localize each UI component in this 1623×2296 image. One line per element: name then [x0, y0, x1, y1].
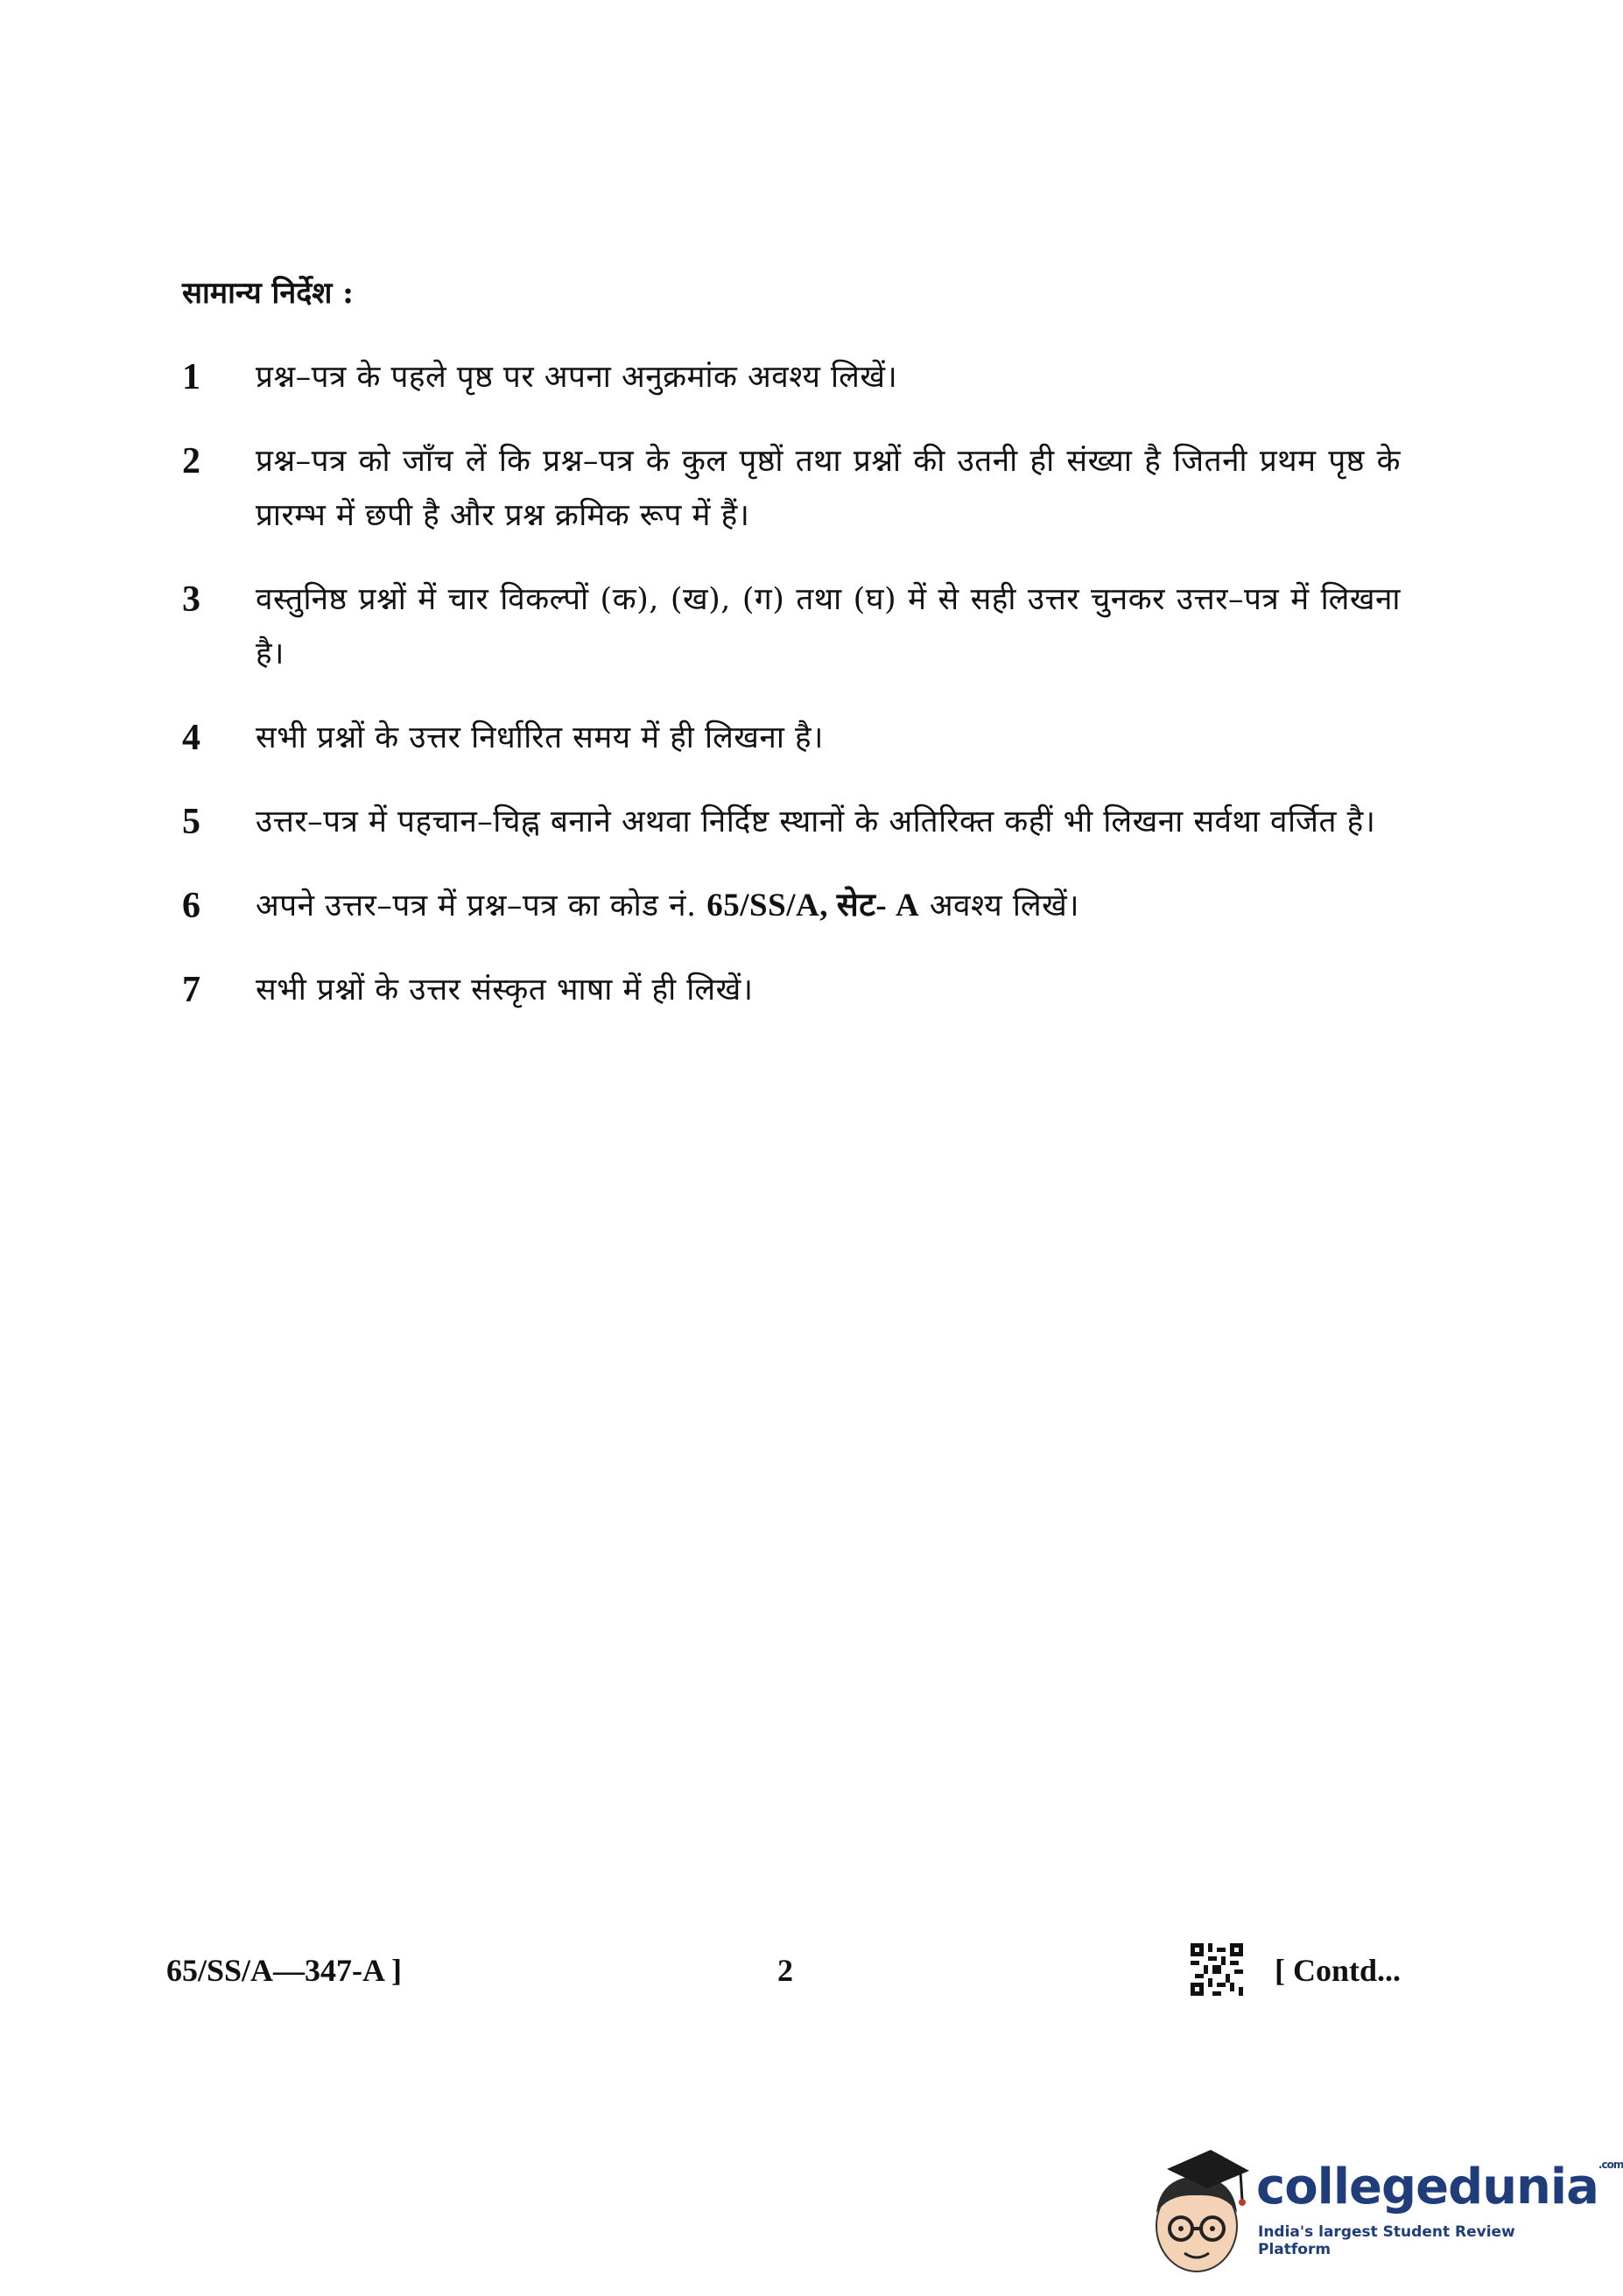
instruction-item	[182, 795, 1401, 849]
instruction-number: 4	[182, 718, 200, 758]
student-mascot-icon	[1142, 2143, 1256, 2287]
instruction-text: प्रश्न–पत्र के पहले पृष्ठ पर अपना अनुक्रमांक अवश्य लिखें।	[256, 360, 898, 395]
instruction-number: 7	[182, 970, 200, 1010]
instruction-number: 1	[182, 357, 200, 397]
instruction-text: वस्तुनिष्ठ प्रश्नों में चार विकल्पों (क), (ख), (ग) तथा (घ) में से सही उत्तर चुनकर उत्तर–पत्र में लिखना है।	[256, 582, 1401, 671]
footer-contd: [ Contd...	[1274, 1953, 1401, 1988]
paper-code-inline: 65/SS/A, सेट- A	[706, 888, 920, 923]
instruction-item	[182, 963, 1401, 1017]
page-number: 2	[777, 1953, 793, 1988]
instruction-text: सभी प्रश्नों के उत्तर निर्धारित समय में ही लिखना है।	[256, 720, 824, 755]
instruction-item	[182, 711, 1401, 765]
instruction-number: 5	[182, 802, 200, 842]
instruction-number: 6	[182, 886, 200, 926]
page-footer	[166, 1952, 1401, 2005]
instruction-item	[182, 572, 1401, 681]
instruction-text	[256, 879, 1401, 933]
instructions-list	[182, 350, 1401, 1047]
logo-suffix: .com	[1598, 2159, 1623, 2171]
logo-brand: collegedunia$^{.com}$	[1256, 2159, 1623, 2215]
instruction-text-before: अपने उत्तर–पत्र में प्रश्न–पत्र का कोड नं.	[256, 888, 697, 923]
instructions-heading: सामान्य निर्देश :	[182, 276, 354, 311]
footer-paper-code: 65/SS/A—347-A ]	[166, 1953, 403, 1988]
instruction-number: 2	[182, 441, 200, 481]
qr-code-icon	[1191, 1943, 1243, 1996]
instruction-text: उत्तर–पत्र में पहचान–चिह्न बनाने अथवा निर्दिष्ट स्थानों के अतिरिक्त कहीं भी लिखना सर्वथा वर्जित है।	[256, 804, 1376, 839]
instruction-item	[182, 434, 1401, 543]
collegedunia-logo	[1142, 2143, 1623, 2287]
instruction-text: प्रश्न–पत्र को जाँच लें कि प्रश्न–पत्र के कुल पृष्ठों तथा प्रश्नों की उतनी ही संख्या है जितनी प्रथम पृष्ठ के प्रारम्भ में छपी है और प्रश्न क्रमिक रूप में हैं।	[256, 444, 1401, 533]
instruction-item	[182, 350, 1401, 404]
logo-tagline: India's largest Student Review Platform	[1258, 2223, 1515, 2258]
instruction-text: सभी प्रश्नों के उत्तर संस्कृत भाषा में ही लिखें।	[256, 972, 754, 1008]
instruction-item	[182, 879, 1401, 933]
instruction-text-after: अवश्य लिखें।	[929, 888, 1080, 923]
instruction-number: 3	[182, 579, 200, 620]
